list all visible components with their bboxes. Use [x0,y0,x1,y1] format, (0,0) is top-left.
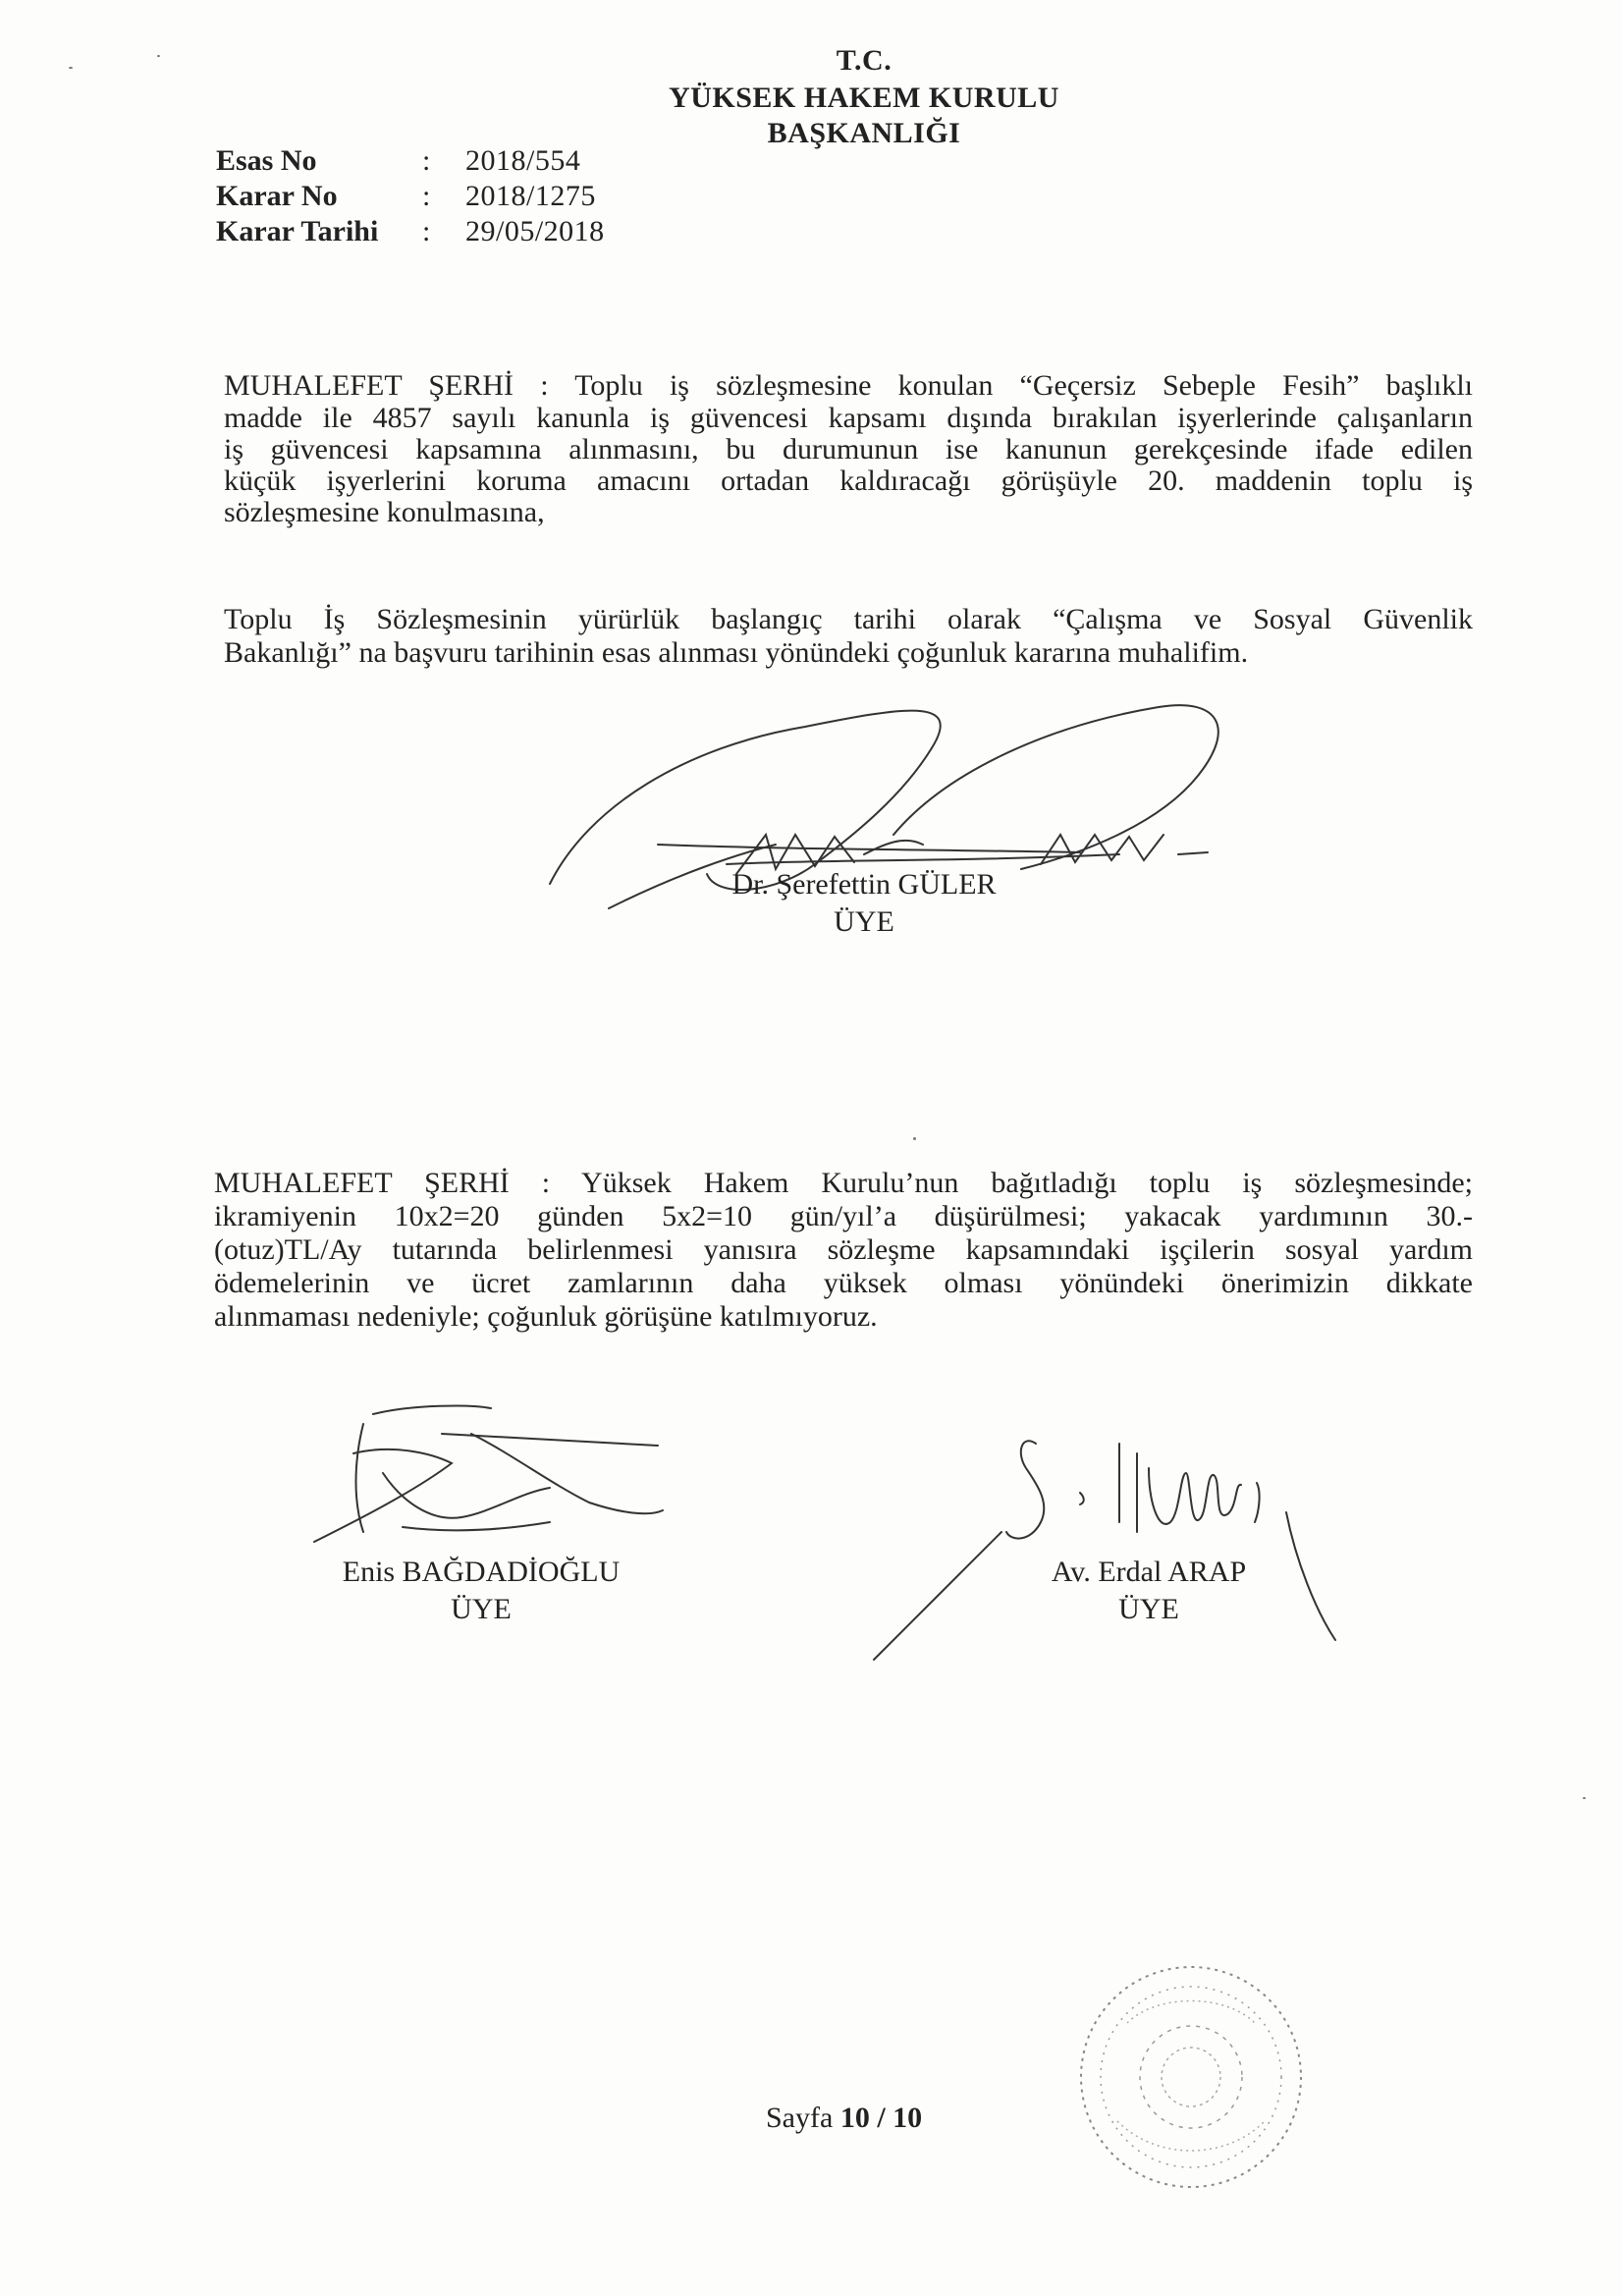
signatory-name: Enis BAĞDADİOĞLU [342,1556,621,1588]
meta-separator: : [422,215,431,247]
meta-value: 29/05/2018 [465,215,605,247]
signatory-role: ÜYE [451,1593,512,1625]
footer-prefix: Sayfa [766,2102,834,2134]
meta-row-karar [216,179,605,214]
signatory-role: ÜYE [1118,1593,1179,1625]
paragraph-line: ödemelerinin ve ücret zamlarının daha yüksek olması yönündeki önerimizin dikkate [214,1267,1473,1299]
scan-speck [157,55,160,57]
meta-row-karar-tarihi [216,214,605,249]
dissent-paragraph-1b [224,603,1473,670]
dissent-paragraph-1 [224,369,1473,528]
paragraph-line: iş güvencesi kapsamına alınmasını, bu durumunun ise kanunun gerekçesinde ifade edilen [224,433,1473,465]
paragraph-line: Bakanlığı” na başvuru tarihinin esas alınması yönündeki çoğunluk kararına muhalifim. [224,636,1249,669]
paragraph-line: MUHALEFET ŞERHİ : Yüksek Hakem Kurulu’nun bağıtladığı toplu iş sözleşmesinde; [214,1167,1473,1199]
paragraph-line: madde ile 4857 sayılı kanunla iş güvencesi kapsamı dışında bırakılan işyerlerinde çalışanların [224,402,1473,434]
official-seal [1058,1954,1324,2200]
scan-speck [913,1137,916,1140]
page-number: 10 / 10 [839,2102,923,2134]
signatory-2 [314,1554,648,1628]
meta-separator: : [422,180,431,212]
meta-row-esas [216,143,605,179]
paragraph-line: sözleşmesine konulmasına, [224,496,545,528]
meta-value: 2018/554 [465,144,581,177]
meta-label: Esas No [216,144,317,177]
paragraph-line: (otuz)TL/Ay tutarında belirlenmesi yanısıra sözleşme kapsamındaki işçilerin sosyal yardım [214,1233,1473,1266]
signatory-3 [1001,1554,1296,1628]
meta-label: Karar Tarihi [216,215,379,247]
header-presidency: BAŞKANLIĞI [767,117,961,149]
meta-label: Karar No [216,180,338,212]
paragraph-line: MUHALEFET ŞERHİ : Toplu iş sözleşmesine konulan “Geçersiz Sebeple Fesih” başlıklı [224,369,1473,402]
page-footer [766,2102,922,2135]
signatory-role: ÜYE [834,905,894,938]
meta-separator: : [422,144,431,177]
header-tc: T.C. [836,44,893,77]
dissent-paragraph-2 [214,1167,1473,1334]
signature-arap [825,1414,1355,1689]
header-institution: YÜKSEK HAKEM KURULU [669,82,1059,114]
case-metadata [216,143,605,249]
signatory-name: Dr. Şerefettin GÜLER [731,868,997,901]
signatory-name: Av. Erdal ARAP [1051,1556,1247,1588]
scan-speck [69,67,73,69]
paragraph-line: küçük işyerlerini koruma amacını ortadan kaldıracağı görüşüyle 20. maddenin toplu iş [224,465,1473,497]
scan-speck [1583,1797,1586,1799]
paragraph-line: alınmaması nedeniyle; çoğunluk görüşüne katılmıyoruz. [214,1300,878,1333]
paragraph-line: Toplu İş Sözleşmesinin yürürlük başlangıç tarihi olarak “Çalışma ve Sosyal Güvenlik [224,603,1473,635]
meta-value: 2018/1275 [465,180,596,212]
paragraph-line: ikramiyenin 10x2=20 günden 5x2=10 gün/yıl’a düşürülmesi; yakacak yardımının 30.- [214,1200,1473,1232]
signatory-1 [687,866,1041,941]
